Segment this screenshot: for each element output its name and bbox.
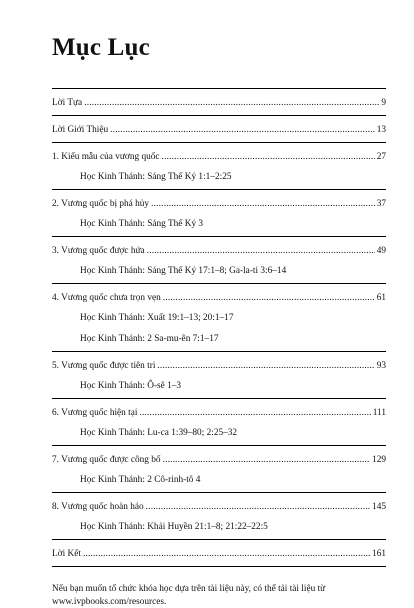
toc-entry-label: 7. Vương quốc được công bố bbox=[52, 455, 161, 465]
dot-leader bbox=[147, 245, 375, 257]
toc-entry-label: 4. Vương quốc chưa trọn vẹn bbox=[52, 293, 161, 303]
bible-study-reference: Học Kinh Thánh: 2 Cô-rinh-tô 4 bbox=[80, 475, 201, 485]
toc-entry bbox=[52, 245, 386, 257]
dot-leader bbox=[163, 292, 375, 304]
toc-entry bbox=[52, 360, 386, 372]
toc-entry bbox=[52, 198, 386, 210]
toc-section bbox=[52, 398, 386, 445]
toc-page-number: 129 bbox=[372, 455, 386, 465]
bible-study-reference: Học Kinh Thánh: Sáng Thế Ký 1:1–2:25 bbox=[80, 172, 232, 182]
toc-page-number: 145 bbox=[372, 502, 386, 512]
dot-leader bbox=[83, 548, 370, 560]
dot-leader bbox=[110, 124, 375, 136]
toc-entry bbox=[52, 151, 386, 163]
toc-page-number: 27 bbox=[376, 152, 386, 162]
bible-study-reference: Học Kinh Thánh: Sáng Thế Ký 17:1–8; Ga-la-ti 3:6–14 bbox=[80, 266, 287, 276]
dot-leader bbox=[162, 151, 375, 163]
bible-study-reference: Học Kinh Thánh: Ô-sê 1–3 bbox=[80, 381, 182, 391]
toc-section bbox=[52, 283, 386, 351]
dot-leader bbox=[163, 454, 370, 466]
toc-section bbox=[52, 142, 386, 189]
toc-page-number: 9 bbox=[381, 98, 386, 108]
page-title: Mục Lục bbox=[52, 34, 150, 61]
toc-page-number: 49 bbox=[376, 246, 386, 256]
bible-study-reference: Học Kinh Thánh: Lu-ca 1:39–80; 2:25–32 bbox=[80, 428, 238, 438]
toc-section bbox=[52, 115, 386, 142]
toc-entry-label: 6. Vương quốc hiện tại bbox=[52, 408, 138, 418]
toc-section bbox=[52, 189, 386, 236]
toc-entry-label: Lời Giới Thiệu bbox=[52, 125, 109, 135]
toc-page-number: 61 bbox=[376, 293, 386, 303]
dot-leader bbox=[146, 501, 370, 513]
toc-entry bbox=[52, 97, 386, 109]
toc-entry-label: Lời Tựa bbox=[52, 98, 83, 108]
toc-section bbox=[52, 492, 386, 539]
resource-note: Nếu bạn muốn tổ chức khóa học dựa trên tài liệu này, có thể tải tài liệu từ www.ivpbooks.com/resources. bbox=[52, 584, 326, 607]
toc-entry-label: 3. Vương quốc được hứa bbox=[52, 246, 145, 256]
toc-page-number: 111 bbox=[372, 408, 386, 418]
toc-page-number: 93 bbox=[376, 361, 386, 371]
toc-entry bbox=[52, 454, 386, 466]
toc-entry-label: Lời Kết bbox=[52, 549, 81, 559]
toc-page-number: 161 bbox=[372, 549, 386, 559]
toc-page-number: 37 bbox=[376, 199, 386, 209]
toc-section bbox=[52, 88, 386, 115]
dot-leader bbox=[139, 407, 370, 419]
toc-entry bbox=[52, 548, 386, 560]
toc-entry-label: 2. Vương quốc bị phá hủy bbox=[52, 199, 150, 209]
toc-entry-label: 5. Vương quốc được tiên tri bbox=[52, 361, 156, 371]
bible-study-reference: Học Kinh Thánh: 2 Sa-mu-ên 7:1–17 bbox=[80, 334, 219, 344]
toc-page bbox=[52, 34, 386, 608]
toc-entry bbox=[52, 292, 386, 304]
toc-section bbox=[52, 236, 386, 283]
bible-study-reference: Học Kinh Thánh: Khải Huyền 21:1–8; 21:22–22:5 bbox=[80, 522, 268, 532]
dot-leader bbox=[151, 198, 375, 210]
toc-entry bbox=[52, 407, 386, 419]
toc-list bbox=[52, 88, 386, 567]
toc-entry-label: 1. Kiểu mẫu của vương quốc bbox=[52, 152, 160, 162]
toc-entry bbox=[52, 124, 386, 136]
dot-leader bbox=[84, 97, 379, 109]
toc-entry-label: 8. Vương quốc hoàn hảo bbox=[52, 502, 144, 512]
toc-section bbox=[52, 351, 386, 398]
bible-study-reference: Học Kinh Thánh: Sáng Thế Ký 3 bbox=[80, 219, 204, 229]
dot-leader bbox=[157, 360, 374, 372]
toc-page-number: 13 bbox=[376, 125, 386, 135]
toc-section bbox=[52, 445, 386, 492]
toc-entry bbox=[52, 501, 386, 513]
bible-study-reference: Học Kinh Thánh: Xuất 19:1–13; 20:1–17 bbox=[80, 313, 234, 323]
